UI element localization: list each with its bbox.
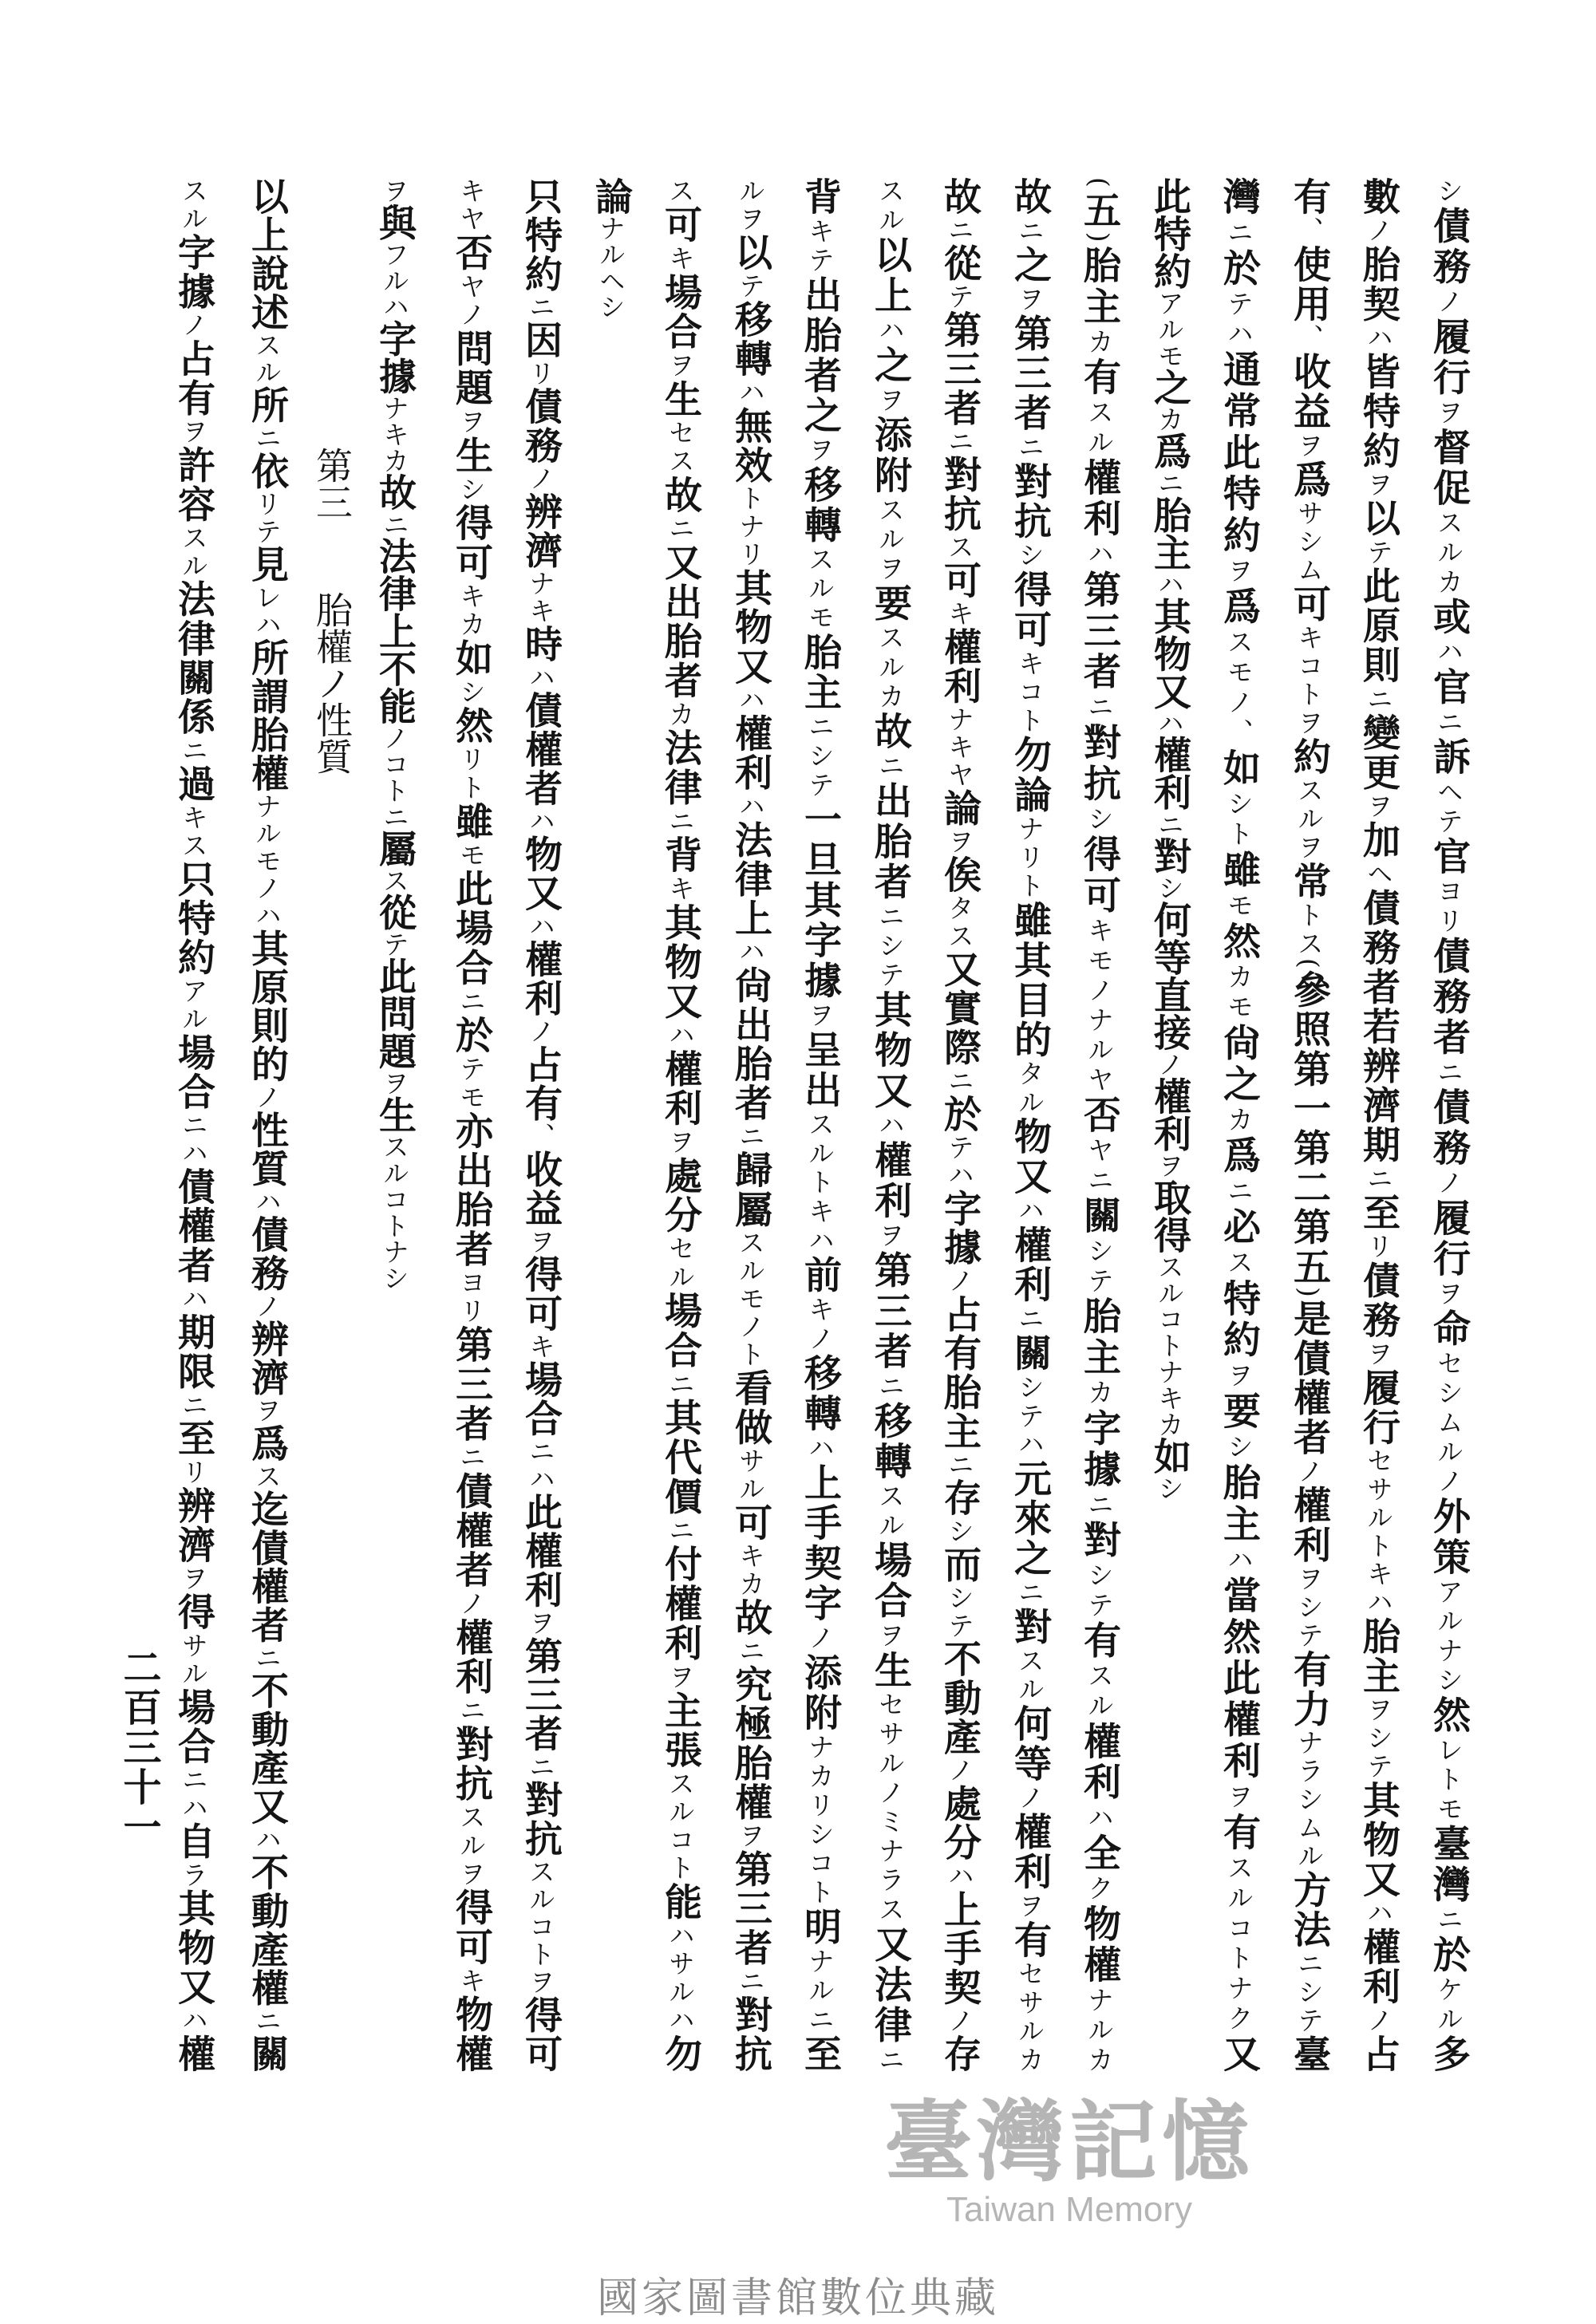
text-column-15: キヤ否ヤノ問題ヲ生シ得可キカ如シ然リト雖モ此場合ニ於テモ亦出胎者ヨリ第三者ニ債權者ノ權利ニ對抗スルヲ得可キ物權 bbox=[449, 177, 493, 2072]
watermark-text-cn: 臺灣記憶 bbox=[884, 2090, 1254, 2193]
watermark-text-en: Taiwan Memory bbox=[946, 2190, 1193, 2229]
text-column-5: 此特約アルモ之カ爲ニ胎主ハ其物又ハ權利ニ對シ何等直接ノ權利ヲ取得スルコトナキカ如シ bbox=[1148, 177, 1191, 1501]
footer-archive-label: 國家圖書館數位典藏 bbox=[596, 2275, 999, 2322]
text-column-4: 灣ニ於テハ通常此特約ヲ爲スモノ、如シト雖モ然カモ尙之カ爲ニ必ス特約ヲ要シ胎主ハ當然此權利ヲ有スルコトナク又 bbox=[1217, 177, 1261, 2073]
section-number: 第三 bbox=[310, 447, 354, 520]
text-column-10: 背キテ出胎者之ヲ移轉スルモ胎主ニシテ一旦其字據ヲ呈出スルトキハ前キノ移轉ハ上手契字ノ添附ナカリシコト明ナルニ至 bbox=[798, 177, 842, 2073]
text-column-7: 故ニ之ヲ第三者ニ對抗シ得可キコト勿論ナリト雖其目的タル物又ハ權利ニ關シテハ元來之ニ對スル何等ノ權利ヲ有セサルカ bbox=[1008, 177, 1052, 2073]
text-column-16: ヲ與フルハ字據ナキカ故ニ法律上不能ノコトニ屬ス從テ此問題ヲ生スルコトナシ bbox=[373, 177, 417, 1292]
text-column-6: (五)胎主カ有スル權利ハ第三者ニ對抗シ得可キモノナルヤ否ヤニ關シテ胎主カ字據ニ對シテ有スル權利ハ全ク物權ナルカ bbox=[1077, 177, 1121, 2073]
text-column-17: 以上說述スル所ニ依リテ見レハ所謂胎權ナルモノハ其原則的ノ性質ハ債務ノ辨濟ヲ爲ス迄債權者ニ不動產又ハ不動產權ニ關 bbox=[245, 177, 289, 2073]
section-heading bbox=[303, 447, 361, 775]
section-title: 胎權ノ性質 bbox=[310, 591, 354, 775]
text-column-8: 故ニ從テ第三者ニ對抗ス可キ權利ナキヤ論ヲ俟タス又實際ニ於テハ字據ノ占有胎主ニ存シ而シテ不動產ノ處分ハ上手契ノ存 bbox=[938, 177, 982, 2073]
watermark-logo bbox=[846, 2090, 1293, 2230]
text-column-14: 只特約ニ因リ債務ノ辨濟ナキ時ハ債權者ハ物又ハ權利ノ占有、收益ヲ得可キ場合ニハ此權利ヲ第三者ニ對抗スルコトヲ得可 bbox=[519, 177, 563, 2073]
text-column-3: 有、使用、收益ヲ爲サシム可キコトヲ約スルヲ常トス(參照第一第二第五)是債權者ノ權利ヲシテ有力ナラシムル方法ニシテ臺 bbox=[1287, 177, 1331, 2073]
page-number: 二百三十一 bbox=[117, 1647, 161, 1847]
text-column-13: 論ナルヘシ bbox=[589, 177, 633, 320]
text-column-2: 數ノ胎契ハ皆特約ヲ以テ此原則ニ變更ヲ加ヘ債務者若辨濟期ニ至リ債務ヲ履行セサルトキハ胎主ヲシテ其物又ハ權利ノ占 bbox=[1357, 177, 1400, 2073]
text-column-11: ルヲ以テ移轉ハ無效トナリ其物又ハ權利ハ法律上ハ尙出胎者ニ歸屬スルモノト看做サル可キカ故ニ究極胎權ヲ第三者ニ對抗 bbox=[729, 177, 772, 2073]
text-column-9: スル以上ハ之ヲ添附スルヲ要スルカ故ニ出胎者ニシテ其物又ハ權利ヲ第三者ニ移轉スル場合ヲ生セサルノミナラス又法律ニ bbox=[868, 177, 912, 2073]
text-column-1: シ債務ノ履行ヲ督促スルカ或ハ官ニ訴ヘテ官ヨリ債務者ニ債務ノ履行ヲ命セシムルノ外策アルナシ然レトモ臺灣ニ於ケル多 bbox=[1427, 177, 1471, 2073]
text-column-18: スル字據ノ占有ヲ許容スル法律關係ニ過キス只特約アル場合ニハ債權者ハ期限ニ至リ辨濟ヲ得サル場合ニハ自ラ其物又ハ權 bbox=[172, 177, 215, 2073]
text-column-12: ス可キ場合ヲ生セス故ニ又出胎者カ法律ニ背キ其物又ハ權利ヲ處分セル場合ニ其代價ニ付權利ヲ主張スルコト能ハサルハ勿 bbox=[658, 177, 702, 2072]
